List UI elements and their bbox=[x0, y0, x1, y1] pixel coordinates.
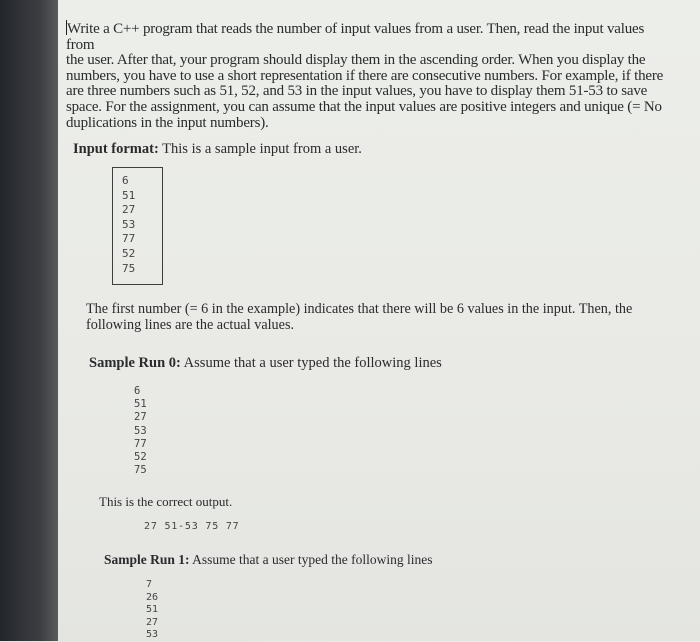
input-format-heading bbox=[73, 141, 362, 158]
input-format-text: This is a sample input from a user. bbox=[158, 141, 362, 157]
first-letter: W bbox=[67, 21, 81, 37]
correct-output-label: This is the correct output. bbox=[99, 494, 233, 509]
sample-run-1-text: Assume that a user typed the following lines bbox=[189, 552, 433, 567]
sample-run-0-text: Assume that a user typed the following lines bbox=[180, 355, 442, 371]
sample-input-box bbox=[112, 167, 163, 285]
sample-run-1-heading bbox=[104, 552, 432, 568]
sample-run-0-heading bbox=[89, 355, 442, 372]
sample-run-0-input: 6 51 27 53 77 52 75 bbox=[134, 385, 147, 477]
dark-background-edge bbox=[0, 0, 58, 641]
sample-input-values: 6 51 27 53 77 52 75 bbox=[122, 174, 136, 275]
description-text: rite a C++ program that reads the number of input values from a user. Then, read the input values from the user. After that, your program should display them in the ascending order. When you display the numbers, you have to use a short representation if there are consecutive numbers. For example, if there are three numbers such as 51, 52, and 53 in the input values, you have to display them 51-53 to save space. For the assignment, you can assume that the input values are positive integers and unique (= No duplications in the input numbers). bbox=[66, 21, 664, 131]
sample-run-0-label: Sample Run 0: bbox=[89, 355, 181, 371]
sample-run-0-output: 27 51-53 75 77 bbox=[144, 521, 240, 532]
sample-run-1-input: 7 26 51 27 53 bbox=[146, 579, 159, 641]
first-number-explanation: The first number (= 6 in the example) indicates that there will be 6 values in the input. Then, the following lines are the actual values. bbox=[86, 301, 633, 333]
input-format-label: Input format: bbox=[73, 141, 159, 157]
assignment-description bbox=[66, 20, 666, 131]
sample-run-1-label: Sample Run 1: bbox=[104, 552, 190, 567]
